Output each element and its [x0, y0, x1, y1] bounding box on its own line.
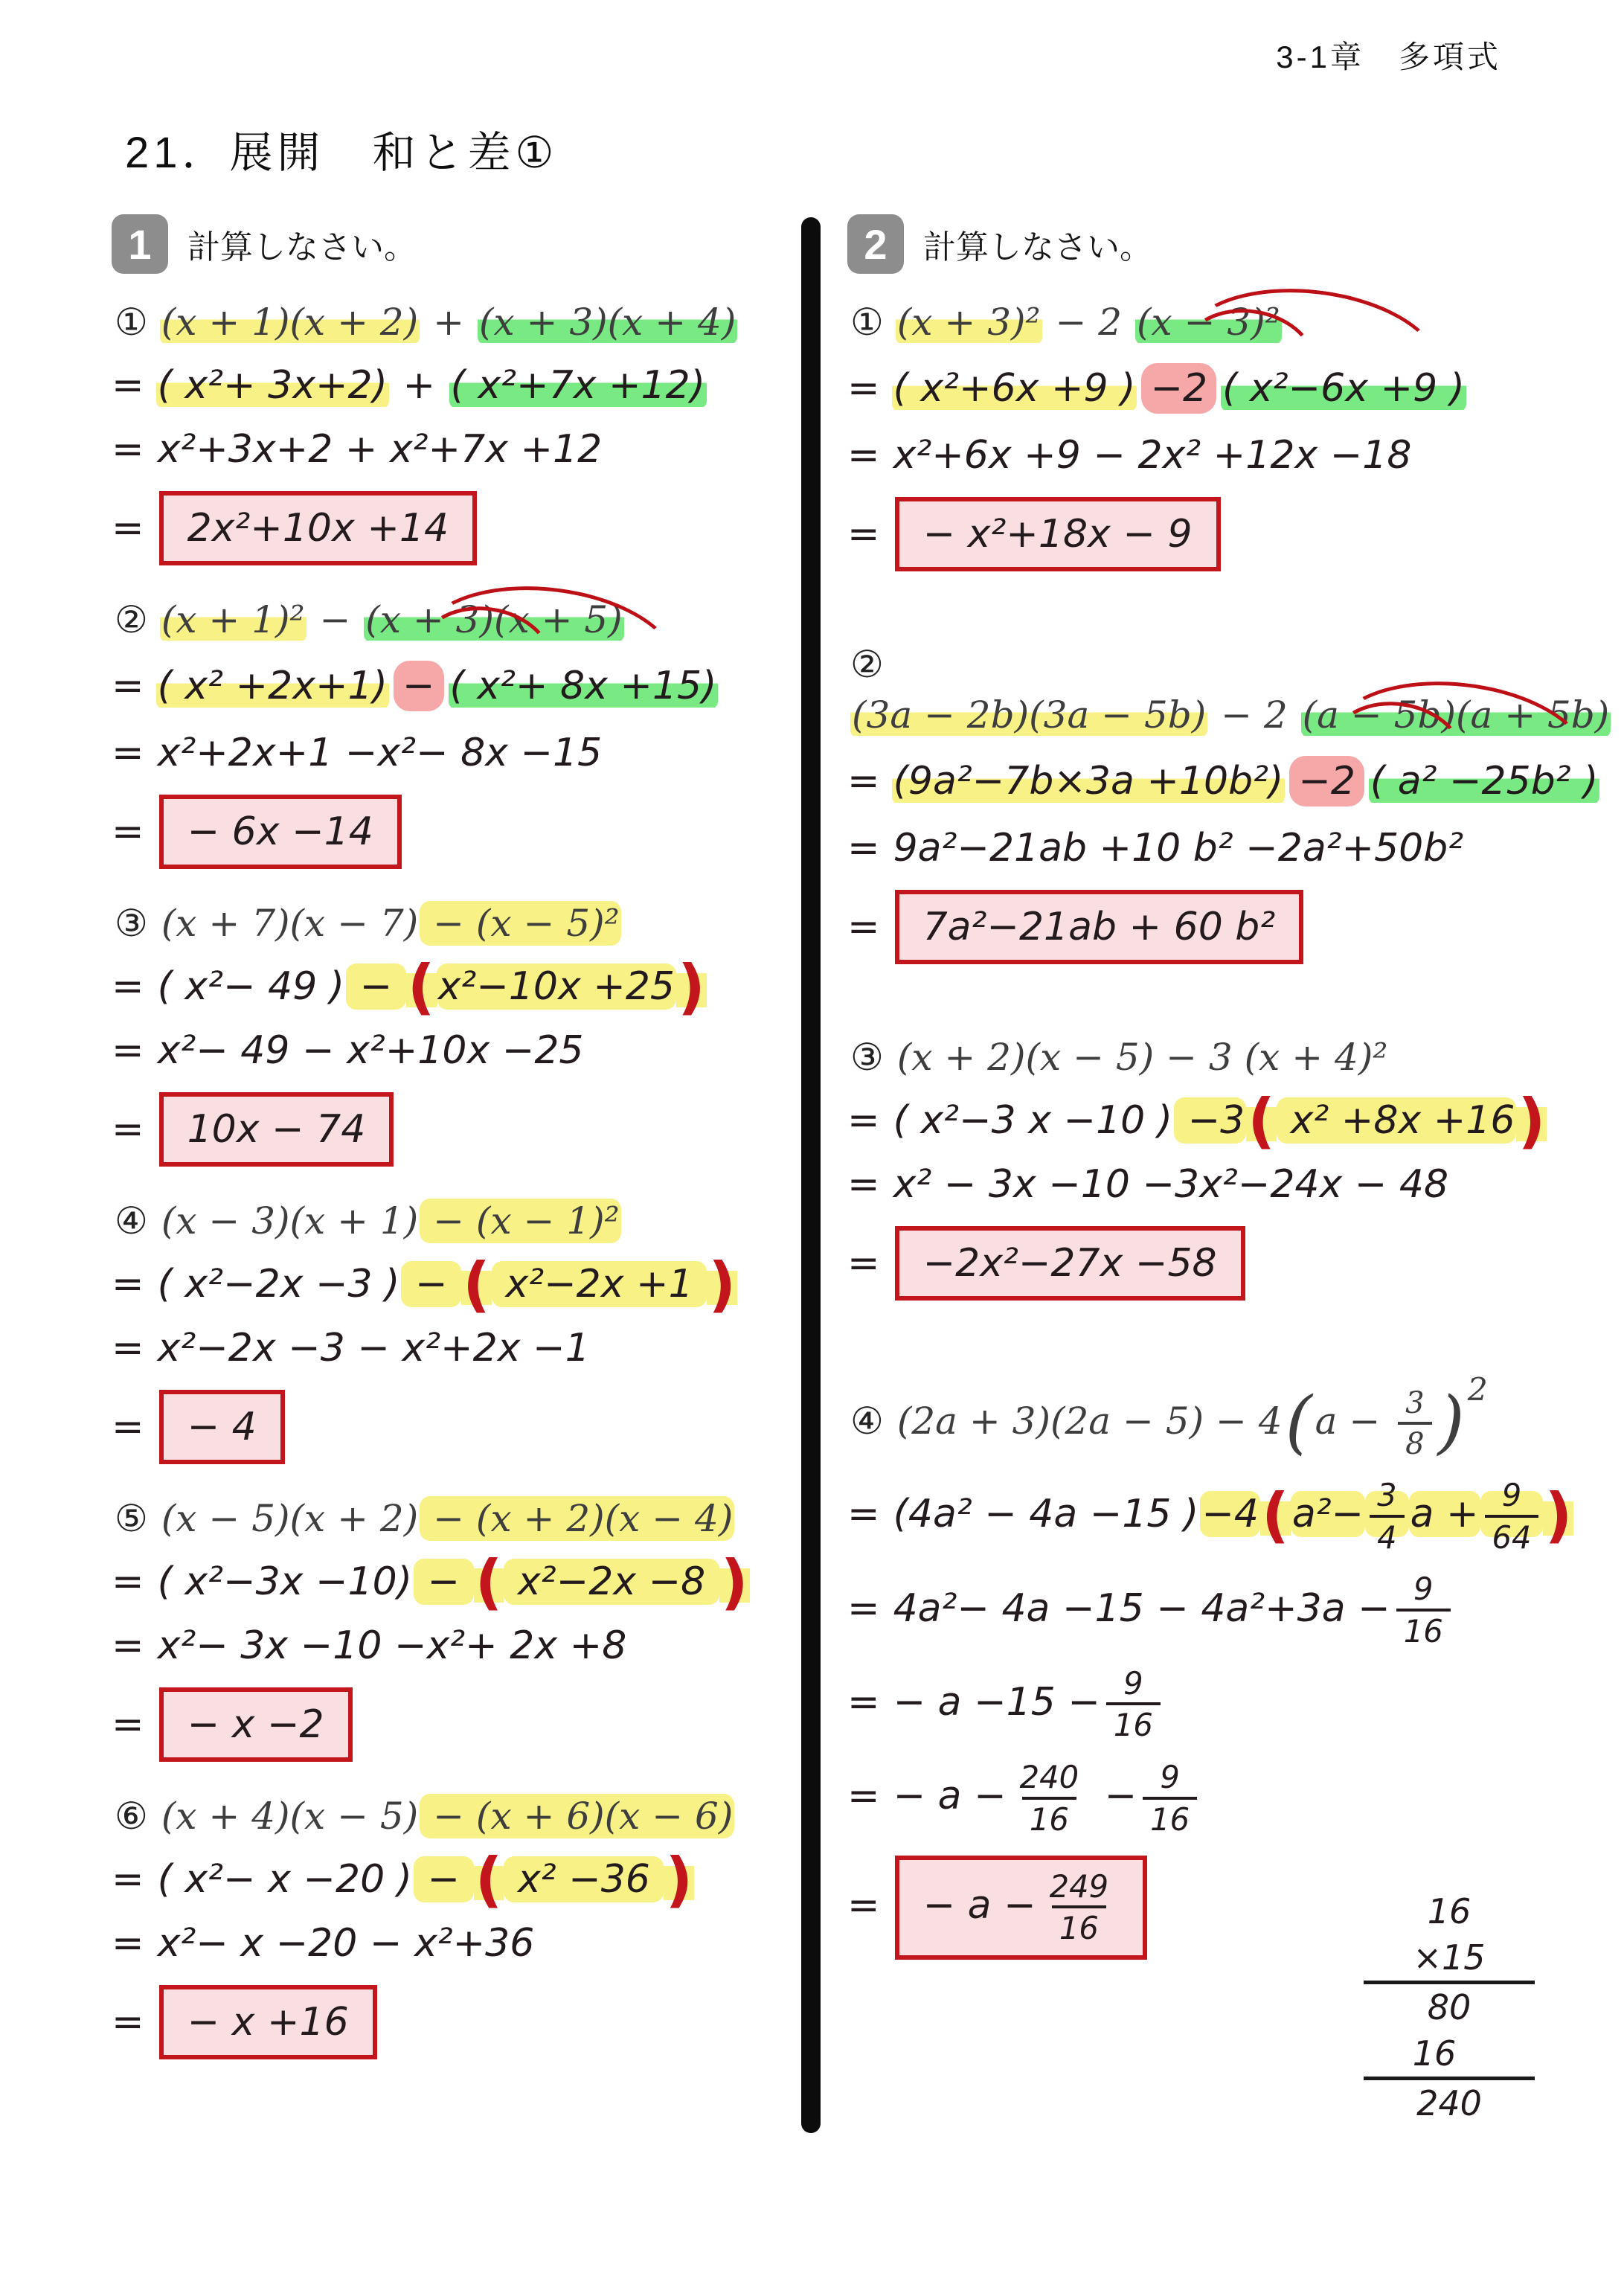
answer-box — [895, 1856, 1147, 1960]
math-segment: (3a − 2b)(3a − 5b) — [852, 693, 1207, 737]
problem-④ — [112, 1199, 785, 1464]
equals-sign: = — [847, 1492, 880, 1537]
math-segment: −3 — [1175, 1098, 1245, 1143]
work-line — [112, 1921, 785, 1966]
equals-sign: = — [112, 964, 144, 1009]
section-1-badge: 1 — [112, 214, 168, 274]
red-paren: ( — [463, 1250, 490, 1321]
fraction: $\frac{9}{64}$ — [1480, 1491, 1544, 1537]
math-segment: − 6x −14 — [187, 809, 373, 854]
fraction: $\frac{9}{16}$ — [1138, 1773, 1201, 1819]
equals-sign: = — [847, 512, 880, 557]
answer-line — [112, 1390, 785, 1464]
answer-box — [895, 890, 1304, 964]
answer-box — [895, 497, 1221, 571]
answer-line — [112, 491, 785, 565]
math-segment: (x − 5)(x + 2) — [161, 1497, 419, 1540]
math-segment: (a − 5b)(a + 5b) — [1302, 693, 1610, 737]
problem-⑤ — [112, 1497, 785, 1762]
fraction: $\frac{9}{16}$ — [1102, 1679, 1165, 1725]
math-segment: x²−2x +1 — [492, 1262, 706, 1306]
equals-sign: = — [847, 1679, 880, 1725]
equals-sign: = — [847, 1241, 880, 1286]
problem-number: ③ — [115, 902, 148, 945]
math-segment: (x + 7)(x − 7) — [161, 902, 419, 945]
math-segment: 4a²− 4a −15 − 4a²+3a − — [893, 1585, 1390, 1631]
work-line — [112, 952, 785, 1023]
printed-formula — [850, 1036, 1614, 1079]
equals-sign: = — [112, 809, 144, 854]
equals-sign: = — [112, 1262, 144, 1306]
problem-number: ④ — [850, 1399, 884, 1443]
math-segment: (x − 3)² — [1136, 301, 1280, 344]
work-line — [847, 756, 1614, 807]
math-segment: ( a² −25b² ) — [1370, 759, 1599, 804]
red-paren: ) — [665, 1845, 693, 1916]
equals-sign: = — [112, 1028, 144, 1073]
printed-formula — [115, 598, 785, 641]
section-2-badge: 2 — [847, 214, 904, 274]
equals-sign: = — [847, 366, 880, 411]
answer-box — [159, 1687, 353, 1762]
math-segment: (x − 3)(x + 1) — [161, 1199, 419, 1242]
math-segment: x²+2x+1 −x²− 8x −15 — [157, 731, 603, 775]
equals-sign: = — [847, 1098, 880, 1143]
math-segment: (x + 3)² — [896, 301, 1041, 344]
problem-② — [112, 598, 785, 869]
equals-sign: = — [112, 1405, 144, 1449]
math-segment: x²+6x +9 − 2x² +12x −18 — [893, 433, 1412, 478]
red-paren: ) — [1544, 1480, 1573, 1551]
equals-sign: = — [112, 1921, 144, 1966]
math-segment: (x + 3)(x + 4) — [478, 301, 736, 344]
math-segment: (x + 3)(x + 5) — [365, 598, 623, 641]
work-line — [847, 1162, 1614, 1207]
math-segment: 9a²−21ab +10 b² −2a²+50b² — [893, 826, 1464, 870]
problem-number: ⑥ — [115, 1795, 148, 1838]
math-segment: a + — [1410, 1492, 1479, 1537]
equals-sign: = — [112, 1559, 144, 1604]
section-2-header — [847, 214, 1614, 274]
math-segment: − 2 — [1043, 301, 1134, 344]
math-segment: − x +16 — [187, 2000, 349, 2045]
chapter-label: 3-1章 多項式 — [1276, 39, 1501, 74]
red-paren: ( — [475, 1845, 503, 1916]
math-segment: ) — [1437, 1382, 1465, 1463]
math-segment: − 2 — [1209, 693, 1300, 737]
printed-formula — [115, 902, 785, 945]
red-paren: ) — [708, 1250, 736, 1321]
problem-number: ① — [115, 301, 148, 344]
math-segment: x²− 3x −10 −x²+ 2x +8 — [157, 1623, 627, 1668]
math-segment: ( x²+ 8x +15) — [449, 664, 717, 708]
answer-line — [847, 890, 1614, 964]
fraction: $\frac{3}{4}$ — [1365, 1491, 1408, 1537]
math-segment: − (x + 2)(x − 4) — [421, 1497, 734, 1540]
math-segment: x²−10x +25 — [437, 964, 675, 1009]
circled-minus-term: − — [394, 661, 444, 711]
work-line — [847, 1759, 1614, 1838]
math-segment: − — [415, 1559, 472, 1604]
printed-formula — [115, 1795, 785, 1838]
math-segment: −4 — [1201, 1492, 1259, 1537]
math-segment: + — [390, 363, 448, 408]
printed-formula — [115, 1199, 785, 1242]
math-segment: ( x² +2x+1) — [157, 664, 388, 708]
math-segment: − a − — [893, 1774, 1007, 1819]
red-paren: ( — [1248, 1086, 1276, 1157]
equals-sign: = — [112, 1107, 144, 1152]
scratch-line: 240 — [1416, 2083, 1482, 2123]
answer-box — [895, 1226, 1245, 1301]
math-segment: x² +8x +16 — [1278, 1098, 1515, 1143]
problem-number: ② — [850, 643, 884, 686]
problem-number: ① — [850, 301, 884, 344]
math-segment: x²−2x −3 − x²+2x −1 — [157, 1326, 590, 1370]
math-segment: 7a²−21ab + 60 b² — [922, 905, 1276, 949]
problem-⑥ — [112, 1795, 785, 2059]
answer-line — [112, 1092, 785, 1167]
red-paren: ) — [678, 952, 705, 1023]
equals-sign: = — [112, 427, 144, 472]
red-paren: ) — [720, 1548, 748, 1618]
equals-sign: = — [847, 1774, 880, 1819]
math-segment: ( x²− 49 ) — [157, 964, 345, 1009]
math-segment: x²−2x −8 — [505, 1559, 718, 1604]
math-segment: ( x²+7x +12) — [450, 363, 705, 408]
math-segment: ( x²+ 3x+2) — [157, 363, 388, 408]
work-line — [847, 363, 1614, 414]
math-segment: (2a + 3)(2a − 5) − 4 — [896, 1399, 1283, 1443]
answer-box — [159, 1390, 285, 1464]
section-1-instruction: 計算しなさい。 — [187, 229, 417, 266]
work-line — [112, 1623, 785, 1668]
column-divider — [801, 217, 821, 2133]
equals-sign: = — [847, 826, 880, 870]
math-segment: (9a²−7b×3a +10b²) — [893, 759, 1284, 804]
answer-box — [159, 1985, 377, 2059]
equals-sign: = — [112, 1326, 144, 1370]
circled-minus-term: −2 — [1289, 756, 1364, 807]
work-line — [847, 1086, 1614, 1157]
work-line — [112, 1548, 785, 1618]
work-line — [847, 433, 1614, 478]
answer-line — [112, 1985, 785, 2059]
red-paren: ) — [1518, 1086, 1546, 1157]
fraction: $\frac{9}{16}$ — [1392, 1585, 1455, 1632]
equals-sign: = — [112, 506, 144, 551]
circled-minus-term: −2 — [1141, 363, 1216, 414]
scratch-line: 16 — [1427, 1891, 1471, 1931]
answer-line — [112, 1687, 785, 1762]
work-line — [112, 1250, 785, 1321]
math-segment: 2 — [1467, 1372, 1488, 1408]
equals-sign: = — [112, 731, 144, 775]
problem-number: ④ — [115, 1199, 148, 1242]
column-1 — [112, 214, 785, 2092]
fraction: $\frac{3}{8}$ — [1393, 1399, 1436, 1443]
work-line — [112, 427, 785, 472]
work-line — [847, 826, 1614, 870]
section-2-instruction: 計算しなさい。 — [923, 229, 1152, 266]
equals-sign: = — [112, 1623, 144, 1668]
answer-line — [847, 497, 1614, 571]
equals-sign: = — [847, 759, 880, 804]
fraction: $\frac{249}{16}$ — [1049, 1867, 1109, 1947]
math-segment: (x + 4)(x − 5) — [161, 1795, 419, 1838]
work-line — [112, 1845, 785, 1916]
work-line — [112, 1028, 785, 1073]
answer-line — [847, 1226, 1614, 1301]
problem-② — [847, 643, 1614, 964]
math-segment: − (x + 6)(x − 6) — [421, 1795, 734, 1838]
work-line — [112, 363, 785, 408]
answer-line — [112, 795, 785, 869]
answer-box — [159, 1092, 394, 1167]
printed-formula — [115, 1497, 785, 1540]
math-segment: ( x²−3 x −10 ) — [893, 1098, 1173, 1143]
math-segment: − a −15 − — [893, 1679, 1100, 1725]
answer-box — [159, 491, 477, 565]
scratch-line: 80 — [1427, 1987, 1471, 2027]
work-line — [847, 1571, 1614, 1650]
equals-sign: = — [847, 1585, 880, 1631]
equals-sign: = — [112, 1702, 144, 1747]
math-segment: − 4 — [187, 1405, 257, 1449]
work-line — [112, 731, 785, 775]
math-segment: ( x²− x −20 ) — [157, 1857, 412, 1902]
red-paren: ( — [1261, 1480, 1289, 1551]
section-1-problems — [112, 301, 785, 2059]
math-segment: ( x²+6x +9 ) — [893, 366, 1136, 411]
math-segment: − x²+18x − 9 — [922, 512, 1193, 557]
problem-number: ⑤ — [115, 1497, 148, 1540]
math-segment: a − — [1315, 1399, 1393, 1443]
math-segment: x²+3x+2 + x²+7x +12 — [157, 427, 603, 472]
scratch-line: ×15 — [1364, 1934, 1535, 1984]
problem-① — [112, 301, 785, 565]
math-segment: − — [414, 1857, 472, 1902]
work-line — [112, 1326, 785, 1370]
equals-sign: = — [112, 664, 144, 708]
math-segment: (x + 1)² — [161, 598, 305, 641]
math-segment: a²− — [1291, 1492, 1364, 1537]
problem-④ — [847, 1372, 1614, 1960]
worksheet-columns — [112, 214, 1610, 2133]
equals-sign: = — [112, 2000, 144, 2045]
math-segment: (x + 1)(x + 2) — [161, 301, 419, 344]
equals-sign: = — [112, 1857, 144, 1902]
printed-formula — [850, 1372, 1614, 1463]
math-segment: (x + 2)(x − 5) − 3 (x + 4)² — [896, 1036, 1388, 1079]
equals-sign: = — [847, 1882, 880, 1928]
math-segment: (4a² − 4a −15 ) — [893, 1492, 1199, 1537]
equals-sign: = — [847, 433, 880, 478]
math-segment: − (x − 1)² — [421, 1199, 620, 1242]
equals-sign: = — [847, 905, 880, 949]
printed-formula — [115, 301, 785, 344]
math-segment: − — [402, 1262, 460, 1306]
answer-box — [159, 795, 402, 869]
section-2-problems — [847, 301, 1614, 1960]
math-segment: − — [307, 598, 363, 641]
math-segment: + — [421, 301, 476, 344]
equals-sign: = — [112, 363, 144, 408]
math-segment: ( x²−6x +9 ) — [1222, 366, 1465, 411]
work-line — [112, 661, 785, 711]
math-segment: 2x²+10x +14 — [187, 506, 449, 551]
math-segment: − x −2 — [187, 1702, 324, 1747]
fraction: $\frac{240}{16}$ — [1019, 1759, 1079, 1838]
math-segment: −2x²−27x −58 — [922, 1241, 1217, 1286]
printed-formula — [850, 693, 1614, 737]
math-segment: − — [347, 964, 405, 1009]
math-segment: x²− x −20 − x²+36 — [157, 1921, 535, 1966]
math-segment: − a − — [922, 1882, 1036, 1928]
math-segment: x² −36 — [505, 1857, 663, 1902]
scratch-line: 16 — [1364, 2030, 1535, 2080]
problem-① — [847, 301, 1614, 571]
math-segment: x²− 49 − x²+10x −25 — [157, 1028, 584, 1073]
math-segment: ( — [1285, 1382, 1312, 1463]
math-segment: 10x − 74 — [187, 1107, 366, 1152]
problem-③ — [847, 1036, 1614, 1301]
section-1-header — [112, 214, 785, 274]
red-paren: ( — [407, 952, 435, 1023]
problem-number: ③ — [850, 1036, 884, 1079]
page-title: 21．展開 和と差① — [125, 129, 559, 177]
math-segment: − — [1092, 1774, 1137, 1819]
printed-formula — [850, 301, 1614, 344]
math-segment: x² − 3x −10 −3x²−24x − 48 — [893, 1162, 1449, 1207]
work-line — [847, 1664, 1614, 1744]
problem-③ — [112, 902, 785, 1167]
red-paren: ( — [475, 1548, 503, 1618]
equals-sign: = — [847, 1162, 880, 1207]
column-2 — [847, 214, 1614, 2031]
math-segment: ( x²−2x −3 ) — [157, 1262, 400, 1306]
work-line — [847, 1477, 1614, 1556]
scratch-multiplication — [1364, 1888, 1535, 2126]
problem-number: ② — [115, 598, 148, 641]
math-segment: ( x²−3x −10) — [157, 1559, 412, 1604]
math-segment: − (x − 5)² — [421, 902, 620, 945]
